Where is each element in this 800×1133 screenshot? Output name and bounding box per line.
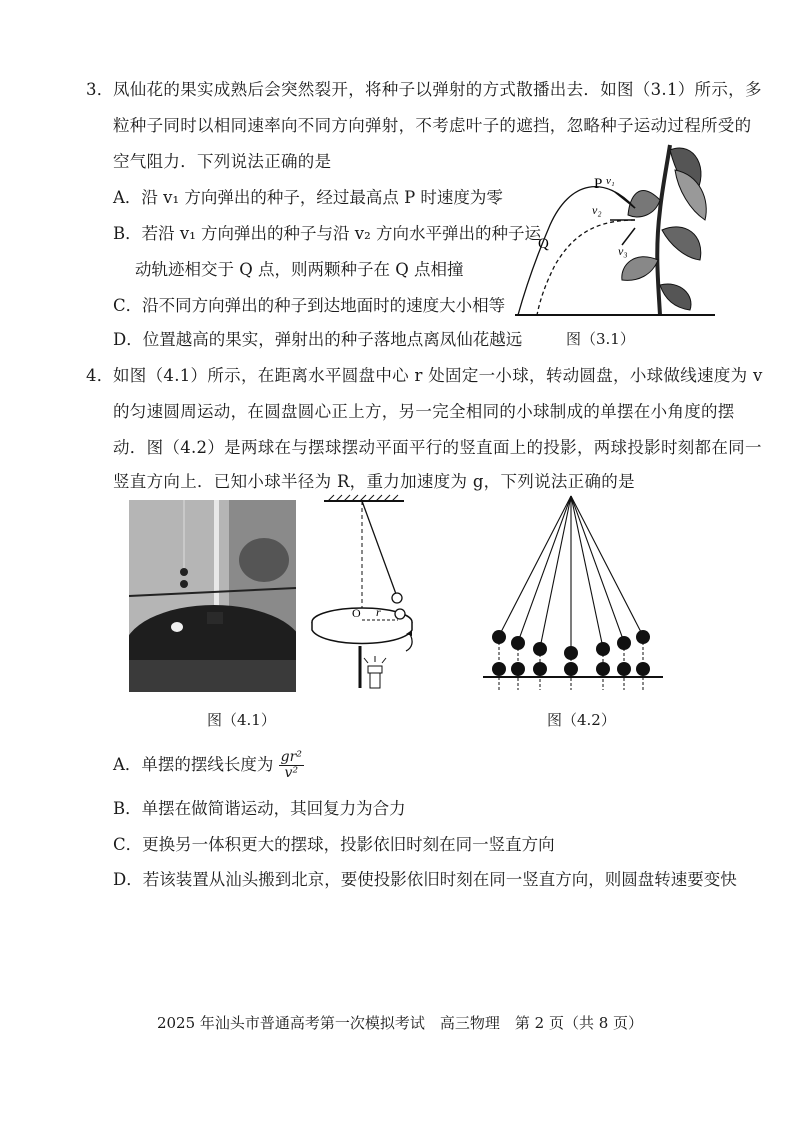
q4-stem-line3: 动．图（4.2）是两球在与摆球摆动平面平行的竖直面上的投影，两球投影时刻都在同一 bbox=[113, 438, 762, 457]
figure-4-1-photo bbox=[129, 500, 296, 692]
q3-stem-line2: 粒种子同时以相同速率向不同方向弹射，不考虑叶子的遮挡，忽略种子运动过程所受的 bbox=[113, 116, 752, 135]
q3-stem-line3: 空气阻力．下列说法正确的是 bbox=[113, 152, 332, 171]
q3-stem-line1: 凤仙花的果实成熟后会突然裂开，将种子以弹射的方式散播出去．如图（3.1）所示，多 bbox=[113, 80, 762, 99]
label-o: O bbox=[352, 606, 361, 620]
label-v3: v₃ bbox=[618, 244, 628, 258]
pendulum-string bbox=[362, 501, 396, 594]
q3-number: 3． bbox=[86, 80, 114, 99]
figure-4-1-schematic bbox=[302, 496, 432, 692]
q4-option-c: C．更换另一体积更大的摆球，投影依旧时刻在同一竖直方向 bbox=[113, 835, 555, 854]
label-q: Q bbox=[538, 236, 549, 252]
plant-leaf-6 bbox=[675, 170, 706, 220]
disk-ball bbox=[395, 609, 405, 619]
trajectory-v2 bbox=[537, 220, 635, 315]
plant-leaf-4 bbox=[622, 257, 658, 281]
plant-leaf-2 bbox=[628, 191, 660, 217]
rotation-arrow bbox=[406, 634, 412, 651]
figure-4-1-caption: 图（4.1） bbox=[207, 711, 276, 729]
figure-3-1 bbox=[510, 140, 720, 320]
disk-balls bbox=[492, 662, 650, 676]
plant-leaf-3 bbox=[662, 227, 701, 260]
label-v2: v₂ bbox=[592, 203, 602, 217]
pendulum-strings bbox=[499, 496, 643, 652]
q4-number: 4． bbox=[86, 366, 114, 385]
label-r: r bbox=[376, 605, 381, 619]
page-footer: 2025 年汕头市普通高考第一次模拟考试 高三物理 第 2 页（共 8 页） bbox=[156, 1014, 644, 1032]
figure-4-2-caption: 图（4.2） bbox=[547, 711, 616, 729]
q4-stem-line2: 的匀速圆周运动，在圆盘圆心正上方，另一完全相同的小球制成的单摆在小角度的摆 bbox=[113, 402, 735, 421]
q4-option-b: B．单摆在做简谐运动，其回复力为合力 bbox=[113, 799, 406, 818]
q4-option-a-text: A．单摆的摆线长度为 bbox=[113, 755, 274, 774]
q3-option-d: D．位置越高的果实，弹射出的种子落地点离凤仙花越远 bbox=[113, 330, 523, 349]
fraction-denominator: v² bbox=[284, 765, 299, 781]
q4-stem-line1: 如图（4.1）所示，在距离水平圆盘中心 r 处固定一小球，转动圆盘，小球做线速度为 v bbox=[113, 366, 763, 385]
q3-option-b-line2: 动轨迹相交于 Q 点，则两颗种子在 Q 点相撞 bbox=[135, 260, 464, 279]
q4-option-d: D．若该装置从汕头搬到北京，要使投影依旧时刻在同一竖直方向，则圆盘转速要变快 bbox=[113, 870, 737, 889]
q3-option-b-line1: B．若沿 v₁ 方向弹出的种子与沿 v₂ 方向水平弹出的种子运 bbox=[113, 224, 541, 243]
figure-4-2 bbox=[478, 494, 668, 690]
arrow-v3 bbox=[622, 228, 635, 245]
plant-leaf-5 bbox=[660, 284, 691, 310]
label-p: P bbox=[594, 176, 603, 192]
q3-option-c: C．沿不同方向弹出的种子到达地面时的速度大小相等 bbox=[113, 296, 506, 315]
q4-option-a-fraction bbox=[279, 750, 304, 781]
fraction-numerator: gr² bbox=[280, 749, 302, 765]
flashlight bbox=[364, 656, 386, 688]
label-v1: v₁ bbox=[606, 175, 615, 187]
q4-option-a bbox=[113, 750, 304, 781]
disk-side bbox=[312, 622, 412, 644]
q3-option-a: A．沿 v₁ 方向弹出的种子，经过最高点 P 时速度为零 bbox=[113, 188, 503, 207]
figure-3-1-caption: 图（3.1） bbox=[566, 330, 635, 348]
q4-stem-line4: 竖直方向上．已知小球半径为 R，重力加速度为 g，下列说法正确的是 bbox=[113, 472, 635, 491]
pendulum-bob bbox=[392, 593, 402, 603]
